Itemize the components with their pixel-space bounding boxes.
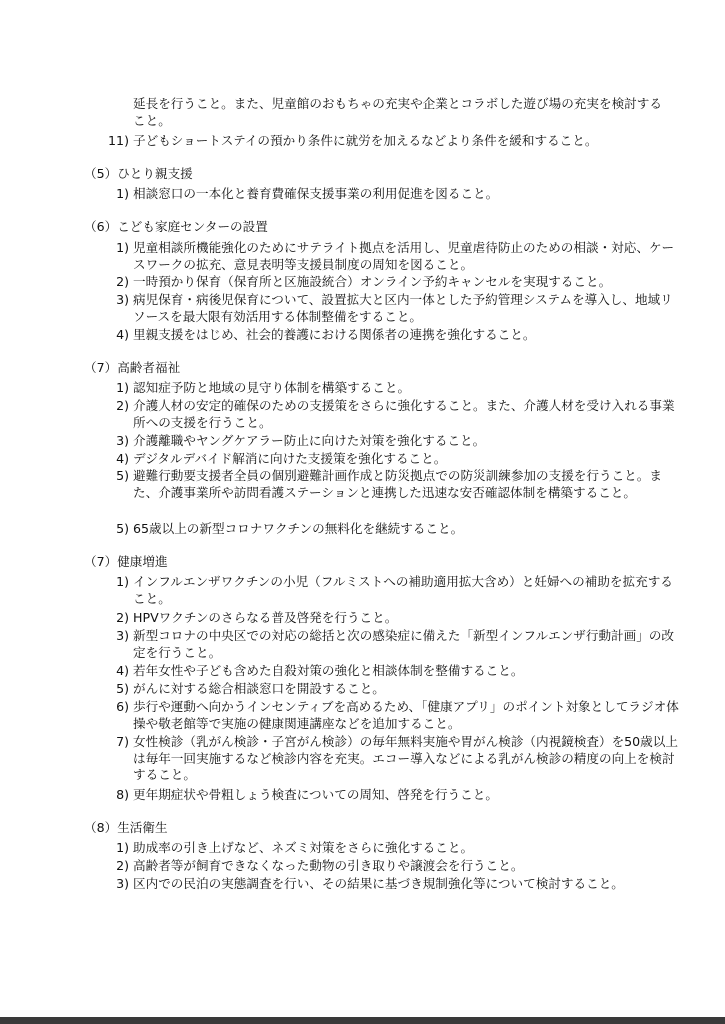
item-text: 女性検診（乳がん検診・子宮がん検診）の毎年無料実施や胃がん検診（内視鏡検査）を50歳以上は毎年一回実施するなど検診内容を充実。エコー導入などによる乳がん検診の精度の向上を検討すること。 bbox=[133, 734, 678, 782]
item-text: 介護離職やヤングケアラー防止に向けた対策を強化すること。 bbox=[133, 433, 486, 448]
list-item bbox=[104, 327, 679, 344]
list-item bbox=[104, 876, 679, 893]
item-text: がんに対する総合相談窓口を開設すること。 bbox=[133, 681, 385, 696]
item-number: 4) bbox=[116, 327, 129, 342]
list-item bbox=[104, 433, 679, 450]
item-number: 1) bbox=[116, 574, 129, 589]
item-text: 介護人材の安定的確保のための支援策をさらに強化すること。また、介護人材を受け入れる事業所への支援を行うこと。 bbox=[133, 398, 675, 430]
item-text: 里親支援をはじめ、社会的養護における関係者の連携を強化すること。 bbox=[133, 327, 536, 342]
item-number: 4) bbox=[116, 663, 129, 678]
bottom-bar bbox=[0, 1017, 725, 1024]
list-item bbox=[104, 468, 679, 501]
item-text: インフルエンザワクチンの小児（フルミストへの補助適用拡大含め）と妊婦への補助を拡充すること。 bbox=[133, 574, 673, 606]
item-text: 歩行や運動へ向かうインセンティブを高めるため、「健康アプリ」のポイント対象としてラジオ体操や敬老館等で実施の健康関連講座などを追加すること。 bbox=[133, 699, 679, 731]
section-heading: （7）高齢者福祉 bbox=[84, 360, 181, 375]
item-text: 更年期症状や骨粗しょう検査についての周知、啓発を行うこと。 bbox=[133, 787, 498, 802]
item-text: 助成率の引き上げなど、ネズミ対策をさらに強化すること。 bbox=[133, 840, 474, 855]
list-item bbox=[104, 240, 679, 273]
section-heading: （6）こども家庭センターの設置 bbox=[84, 219, 268, 234]
item-text: 高齢者等が飼育できなくなった動物の引き取りや譲渡会を行うこと。 bbox=[133, 858, 524, 873]
item-number: 5) bbox=[116, 521, 129, 536]
item-number: 3) bbox=[116, 292, 129, 307]
item-number: 2) bbox=[116, 610, 129, 625]
item-text: HPVワクチンのさらなる普及啓発を行うこと。 bbox=[133, 610, 398, 625]
item-text: 65歳以上の新型コロナワクチンの無料化を継続すること。 bbox=[133, 521, 464, 536]
list-item bbox=[104, 681, 679, 698]
item-number: 1) bbox=[116, 186, 129, 201]
item-text: 病児保育・病後児保育について、設置拡大と区内一体とした予約管理システムを導入し、地域リソースを最大限有効活用する体制整備をすること。 bbox=[133, 292, 673, 324]
item-text: 新型コロナの中央区での対応の総括と次の感染症に備えた「新型インフルエンザ行動計画」の改定を行うこと。 bbox=[133, 628, 675, 660]
item-text: デジタルデバイド解消に向けた支援策を強化すること。 bbox=[133, 451, 447, 466]
item-number: 6) bbox=[116, 699, 129, 714]
item-text: 若年女性や子ども含めた自殺対策の強化と相談体制を整備すること。 bbox=[133, 663, 524, 678]
item-number: 2) bbox=[116, 274, 129, 289]
item-number: 1) bbox=[116, 240, 129, 255]
item-number: 3) bbox=[116, 876, 129, 891]
list-item bbox=[104, 574, 679, 607]
item-text: 避難行動要支援者全員の個別避難計画作成と防災拠点での防災訓練参加の支援を行うこと。また、介護事業所や訪問看護ステーションと連携した迅速な安否確認体制を構築すること。 bbox=[133, 468, 662, 500]
item-text: 一時預かり保育（保育所と区施設統合）オンライン予約キャンセルを実現すること。 bbox=[133, 274, 612, 289]
list-item bbox=[104, 699, 679, 732]
section-heading: （7）健康増進 bbox=[84, 554, 168, 569]
list-item bbox=[104, 380, 679, 397]
item-text: 児童相談所機能強化のためにサテライト拠点を活用し、児童虐待防止のための相談・対応、ケースワークの拡充、意見表明等支援員制度の周知を図ること。 bbox=[133, 240, 675, 272]
item-number: 3) bbox=[116, 628, 129, 643]
list-item bbox=[104, 840, 679, 857]
list-item bbox=[104, 734, 679, 784]
item-number: 5) bbox=[116, 468, 129, 483]
list-item bbox=[104, 628, 679, 661]
item-text: 相談窓口の一本化と養育費確保支援事業の利用促進を図ること。 bbox=[133, 186, 499, 201]
item-number: 4) bbox=[116, 451, 129, 466]
list-item bbox=[104, 787, 679, 804]
item-number: 11) bbox=[108, 133, 129, 148]
item-number: 8) bbox=[116, 787, 129, 802]
section-heading: （5）ひとり親支援 bbox=[84, 166, 193, 181]
section-heading: （8）生活衛生 bbox=[84, 820, 168, 835]
item-number: 5) bbox=[116, 681, 129, 696]
list-item bbox=[104, 398, 679, 431]
list-item bbox=[104, 274, 679, 291]
continuation-paragraph: 延長を行うこと。また、児童館のおもちゃの充実や企業とコラボした遊び場の充実を検討すること。 bbox=[133, 96, 662, 128]
list-item bbox=[104, 451, 679, 468]
item-number: 1) bbox=[116, 380, 129, 395]
list-item bbox=[104, 133, 679, 150]
list-item bbox=[104, 858, 679, 875]
item-number: 2) bbox=[116, 858, 129, 873]
item-number: 2) bbox=[116, 398, 129, 413]
list-item bbox=[104, 663, 679, 680]
item-text: 認知症予防と地域の見守り体制を構築すること。 bbox=[133, 380, 411, 395]
item-number: 1) bbox=[116, 840, 129, 855]
item-text: 区内での民泊の実態調査を行い、その結果に基づき規制強化等について検討すること。 bbox=[133, 876, 624, 891]
list-item bbox=[104, 521, 679, 538]
item-number: 7) bbox=[116, 734, 129, 749]
list-item bbox=[104, 292, 679, 325]
item-number: 3) bbox=[116, 433, 129, 448]
list-item bbox=[104, 610, 679, 627]
list-item bbox=[104, 186, 679, 203]
item-text: 子どもショートステイの預かり条件に就労を加えるなどより条件を緩和すること。 bbox=[133, 133, 598, 148]
